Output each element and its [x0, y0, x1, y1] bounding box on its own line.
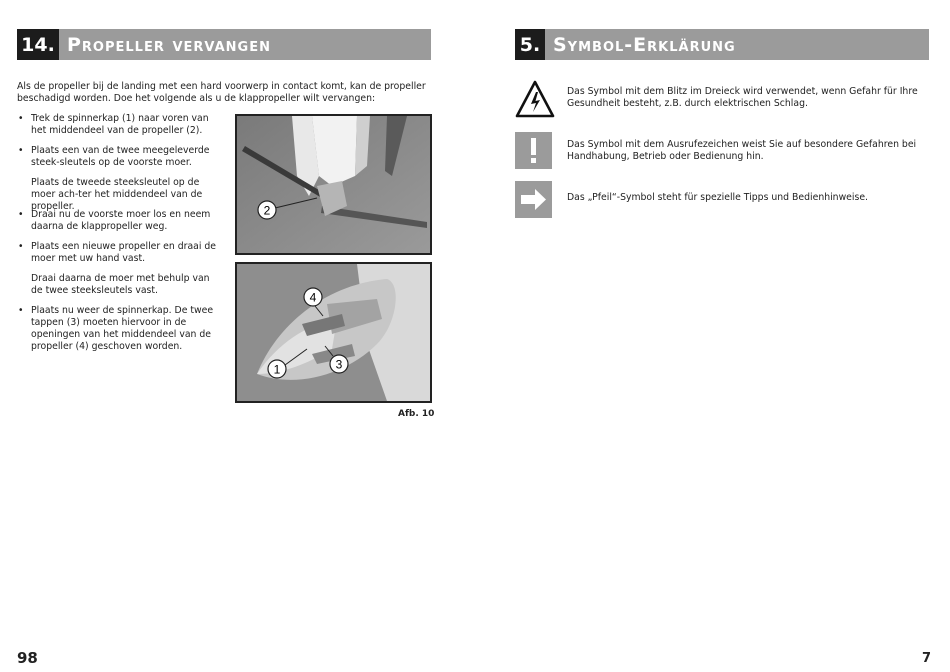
- sub-text: Plaats de tweede steeksleutel op de moer ach-ter het middendeel van de propeller.: [31, 177, 203, 212]
- symbol-description-exclamation: Das Symbol mit dem Ausrufezeichen weist Sie auf besondere Gefahren bei Handhabung, Betrieb oder Bedienung hin.: [567, 139, 917, 162]
- spinner-photo: [235, 262, 432, 403]
- symbol-description-arrow: Das „Pfeil“-Symbol steht für spezielle Tipps und Bedienhinweise.: [567, 192, 869, 203]
- bullet-item: • Plaats nu weer de spinnerkap. De twee tappen (3) moeten hiervoor in de openingen van het middendeel van de propeller (4) geschoven worden.: [18, 305, 214, 352]
- sub-paragraph: [31, 177, 219, 213]
- bullet-text: Draai nu de voorste moer los en neem daarna de klappropeller weg.: [31, 209, 211, 232]
- photo-illustration: [237, 264, 430, 401]
- bullet-item: • Plaats een van de twee meegeleverde steek-sleutels op de voorste moer.: [18, 145, 210, 168]
- left-section-header: [17, 29, 431, 60]
- sub-text: Draai daarna de moer met behulp van de twee steeksleutels vast.: [31, 273, 210, 296]
- photo-illustration: [237, 116, 430, 253]
- arrow-right-icon: [515, 181, 552, 218]
- figure-label-1: 1: [273, 362, 281, 377]
- sub-paragraph: [31, 273, 219, 297]
- intro-paragraph: Als de propeller bij de landing met een hard voorwerp in contact komt, kan de propeller beschadigd worden. Doe het volgende als u de klappropeller wilt vervangen:: [17, 81, 426, 104]
- bullet-text: Plaats nu weer de spinnerkap. De twee tappen (3) moeten hiervoor in de openingen van het middendeel van de propeller (4) geschoven worden.: [31, 305, 214, 352]
- figure-label-4: 4: [309, 290, 317, 305]
- page-number-left: 98: [17, 649, 38, 667]
- exclamation-icon: [515, 132, 552, 169]
- left-section-number: 14.: [17, 29, 59, 60]
- bullet-item: • Plaats een nieuwe propeller en draai de moer met uw hand vast.: [18, 241, 217, 264]
- page-number-right: 7: [922, 651, 932, 666]
- symbol-description-lightning: Das Symbol mit dem Blitz im Dreieck wird verwendet, wenn Gefahr für Ihre Gesundheit besteht, z.B. durch elektrischen Schlag.: [567, 86, 918, 109]
- propeller-photo-wrenches: [235, 114, 432, 255]
- figure-label-3: 3: [335, 357, 343, 372]
- bullet-text: Plaats een van de twee meegeleverde steek-sleutels op de voorste moer.: [31, 145, 210, 168]
- right-section-title: Symbol-Erklärung: [553, 33, 736, 56]
- bullet-item: • Trek de spinnerkap (1) naar voren van het middendeel van de propeller (2).: [18, 113, 209, 136]
- bullet-text: Plaats een nieuwe propeller en draai de moer met uw hand vast.: [31, 241, 217, 264]
- bullet-text: Trek de spinnerkap (1) naar voren van het middendeel van de propeller (2).: [31, 113, 209, 136]
- right-section-header: [515, 29, 929, 60]
- figure-label-2: 2: [263, 203, 271, 218]
- lightning-warning-icon: [515, 80, 555, 118]
- left-section-title: Propeller vervangen: [67, 33, 271, 56]
- figure-caption: Afb. 10: [398, 409, 435, 419]
- right-section-number: 5.: [515, 29, 545, 60]
- bullet-item: • Draai nu de voorste moer los en neem daarna de klappropeller weg.: [18, 209, 211, 232]
